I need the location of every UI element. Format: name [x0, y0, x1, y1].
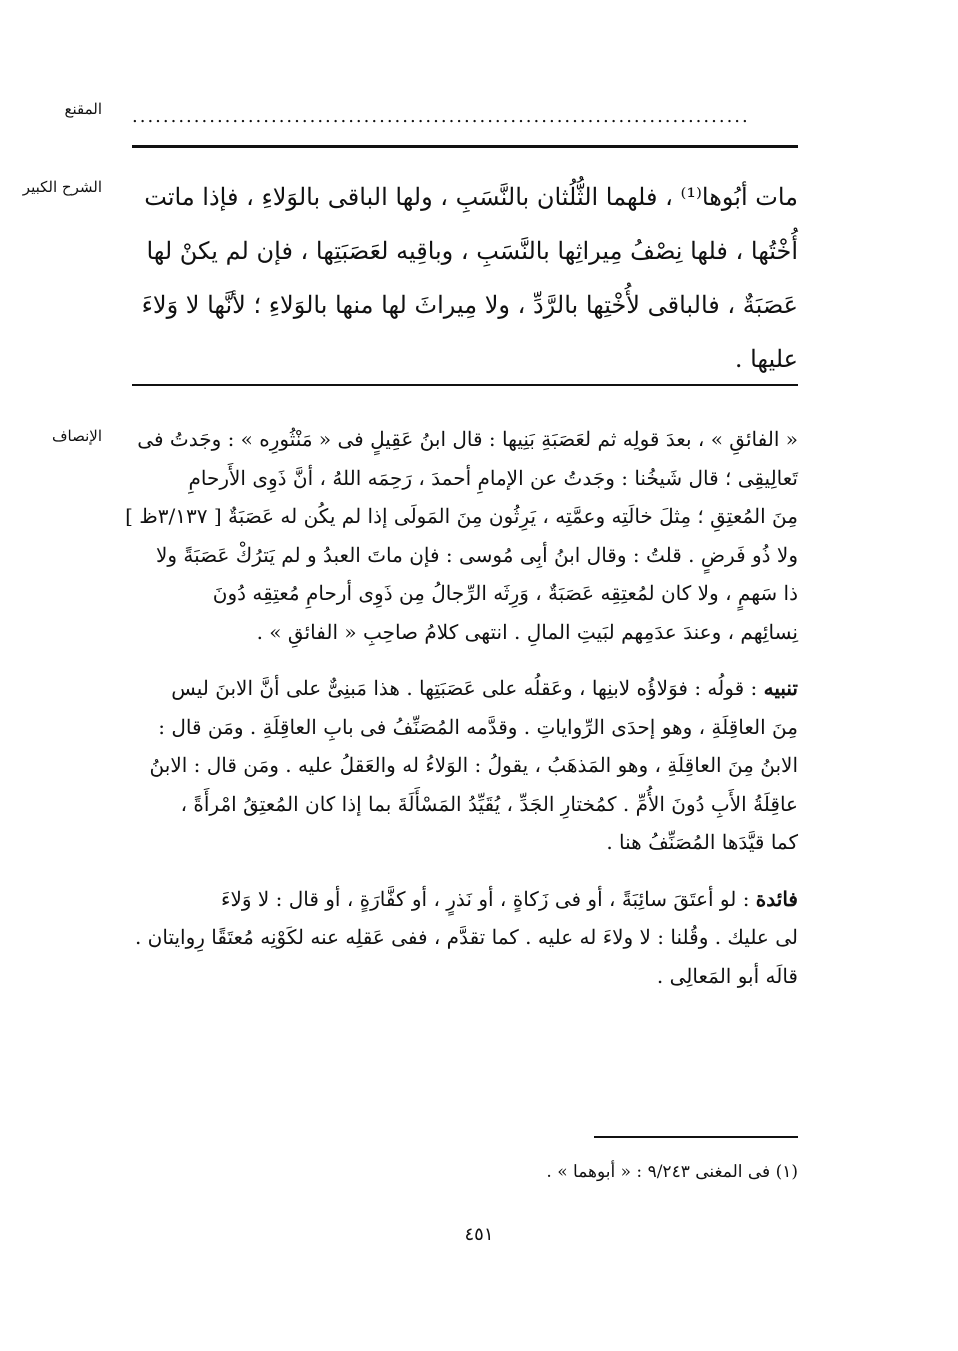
insaf-line: ولا ذُو فَرضٍ . قلتُ : وقال ابنُ أبِى مُوسى : فإن ماتَ العبدُ و لم يَترُكْ عَصَبَةً ولا	[155, 542, 798, 567]
sharh-text-block	[132, 170, 798, 386]
insaf-line: ذا سَهمٍ ، ولا كان لمُعتِقِه عَصَبَةٌ ، وَرِثَه الرِّجالُ مِن ذَوِى أرحامِ مُعتِقِه دُونَ	[212, 581, 798, 605]
sharh-margin-label: الشرح الكبير	[22, 178, 102, 196]
insaf-line: عاقِلَةُ الأَبِ دُونَ الأُمِّ . كمُختارِ الجَدِّ ، يُقَيِّدُ المَسْأَلَةَ بما إذا كان المُعتِقُ امْرأَةً ،	[180, 791, 798, 816]
insaf-line: « الفائقِ » ، بعدَ قولِه ثم لعَصَبَةِ بَنِيها : قال ابنُ عَقِيلٍ فى « مَنْثُورِه » : وجَدتُ فى	[137, 427, 798, 451]
insaf-line: مِنَ المُعتِقِ ؛ مِثلَ خالَتِه وعمَّتِه ، يَرِثُون مِنَ المَولَى إذا لم يكُن له عَصَبَةٌ [ ٣/١٣٧ظ ]	[125, 504, 798, 528]
section-divider	[132, 384, 798, 386]
sharh-line: مات أبُوها⁽¹⁾ ، فلهما الثُّلُثان بالنَّسَبِ ، ولها الباقى بالوَلاءِ ، فإذا ماتت	[144, 183, 798, 211]
paragraph-gap	[132, 862, 798, 880]
insaf-line: تَعالِيقِى ؛ قال شَيخُنا : وجَدتُ عن الإمامِ أحمدَ ، رَحِمَه اللهُ ، أنَّ ذَوِى الأَرحامِ	[188, 465, 798, 490]
insaf-text-block	[125, 420, 798, 995]
paragraph-gap	[132, 651, 798, 669]
header-rule	[132, 145, 798, 148]
insaf-paragraph-faida	[132, 880, 798, 996]
faida-text: : لو أعتَقَ سائِبَةً ، أو فى زَكاةٍ ، أو نَذرٍ ، أو كفَّارَةٍ ، أو قال : لا وَلاءَ	[221, 886, 756, 911]
insaf-paragraph-tanbih	[132, 669, 798, 862]
tanbih-text: : قولُه : فوَلاؤُه لابنِها ، وعَقلُه على عَصَبَتِها . هذا مَبنِىٌّ على أنَّ الابنَ ليس	[171, 676, 764, 700]
insaf-line: لى عليك . وقُلنا : لا ولاءَ له عليه . كما تقدَّم ، ففى عَقلِه عنه لكَوْنِه مُعتَقًا رِوايتان .	[134, 925, 798, 949]
sharh-line: عليها .	[734, 345, 798, 373]
insaf-paragraph-1	[125, 420, 798, 651]
sharh-line: أُخْتُها ، فلها نِصْفُ مِيراثِها بالنَّسَبِ ، وباقِيه لعَصَبَتِها ، فإن لم يكنْ لها	[146, 237, 798, 265]
insaf-line	[132, 669, 798, 708]
page-number: ٤٥١	[464, 1224, 494, 1245]
footnote-rule	[594, 1136, 798, 1138]
insaf-line: مِنَ العاقِلَةِ ، وهو إحدَى الرِّواياتِ . وقدَّمه المُصَنِّفُ فى بابِ العاقِلَةِ . ومَن قال :	[158, 714, 798, 739]
header-section-label: المقنع	[64, 100, 102, 118]
insaf-margin-label: الإنصاف	[51, 427, 102, 445]
faida-heading: فائدة	[755, 886, 798, 911]
sharh-line: عَصَبَةٌ ، فالباقى لأُخْتِها بالرَّدِّ ، ولا مِيراثَ لها منها بالوَلاءِ ؛ لأنَّها لا وَلاءَ	[141, 291, 798, 319]
insaf-line: الابنُ مِنَ العاقِلَةِ ، وهو المَذهَبُ ، يقولُ : الوَلاءُ له والعَقلُ عليه . ومَن قال : الابنُ	[149, 753, 798, 777]
tanbih-heading: تنبيه	[763, 676, 798, 700]
insaf-line	[132, 880, 798, 919]
footnote: (١) فى المغنى ٩/٢٤٣ : « أبوهما » .	[546, 1162, 798, 1182]
header-dot-leader: ................................................................................	[132, 106, 750, 127]
insaf-line: كما قيَّدَها المُصَنِّفُ هنا .	[606, 830, 798, 854]
insaf-line: نِسائِهم ، وعندَ عدَمِهم لبَيتِ المالِ . انتهى كلامُ صاحِبِ « الفائقِ » .	[256, 619, 798, 644]
insaf-line: قالَه أبو المَعالِى .	[656, 963, 798, 988]
